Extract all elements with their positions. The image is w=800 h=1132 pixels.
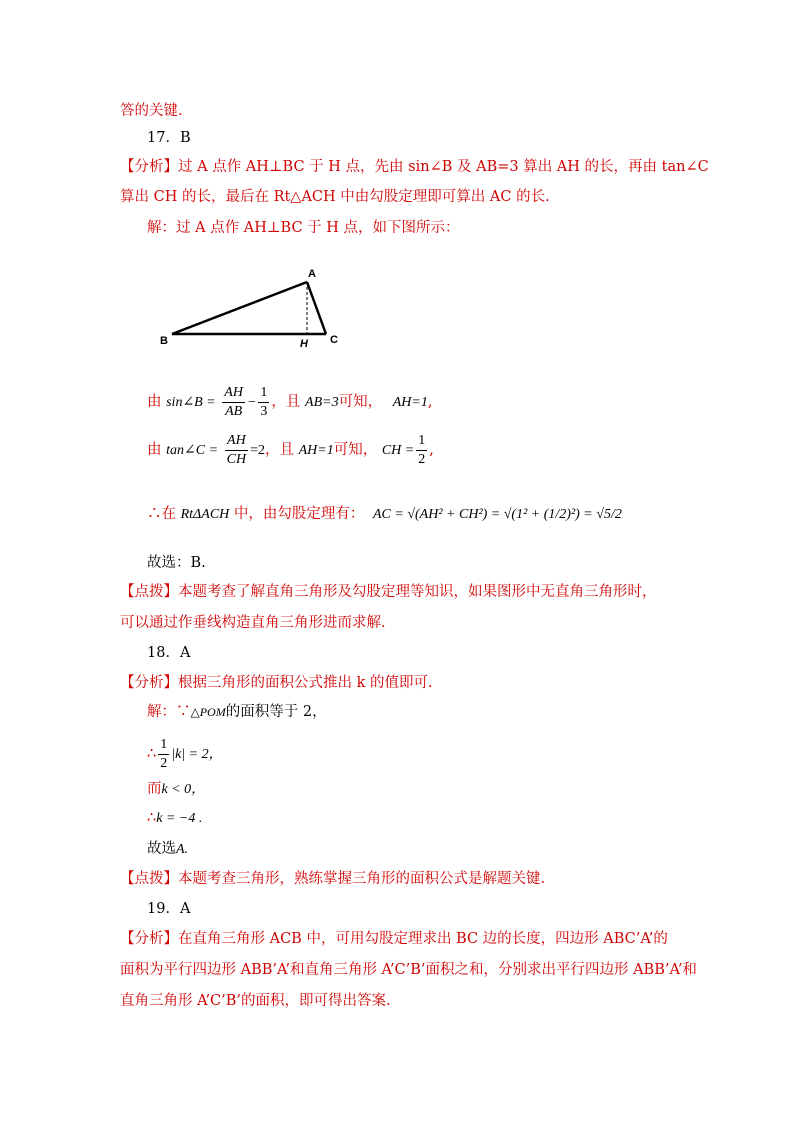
tan-equation-line: 由 tan∠C = $\frac{AH}{CH}$ =2，且 AH=1可知， CH = $\frac{1}{2}$ , — [147, 432, 434, 467]
answer-17: 故选：B. — [147, 555, 206, 571]
answer-18: 故选A. — [147, 841, 189, 857]
tip-17-line2: 可以通过作垂线构造直角三角形进而求解. — [120, 615, 386, 631]
text-you: 由 — [147, 442, 162, 458]
ah-value: AH=1 — [392, 395, 428, 410]
solution-18: 解：∵△POM的面积等于 2， — [147, 704, 327, 720]
question-number-18: 18．A — [147, 645, 191, 661]
text-you: 由 — [147, 394, 162, 410]
text-line: 答的关键. — [120, 103, 183, 119]
vertex-label-c: C — [330, 334, 338, 346]
tip-18: 【点拨】本题考查三角形，熟练掌握三角形的面积公式是解题关键. — [120, 871, 546, 887]
text-qie: ，且 — [264, 442, 294, 458]
text-pythagorean: 中，由勾股定理有： — [233, 506, 365, 522]
triangle-figure — [150, 262, 350, 350]
pythagorean-line — [147, 492, 622, 536]
k-negative-line: 而k < 0， — [147, 781, 206, 797]
vertex-label-b: B — [160, 335, 168, 347]
question-number-17: 17．B — [147, 130, 191, 146]
tip-17-line1: 【点拨】本题考查了解直角三角形及勾股定理等知识，如果图形中无直角三角形时， — [120, 584, 657, 600]
side-ac — [307, 282, 326, 334]
text-kezhi: 可知， — [338, 394, 383, 410]
abs-k-equation: ∴ $\frac{1}{2}$ |k| = 2， — [147, 736, 223, 771]
analysis-19-line2: 面积为平行四边形 ABB’A’和直角三角形 A’C’B’面积之和，分别求出平行四边形 ABB’A’和 — [120, 962, 697, 978]
analysis-19-line1: 【分析】在直角三角形 ACB 中，可用勾股定理求出 BC 边的长度，四边形 ABC’A’的 — [120, 931, 668, 947]
analysis-17-line2: 算出 CH 的长，最后在 Rt△ACH 中由勾股定理即可算出 AC 的长. — [120, 189, 550, 205]
fraction-1-2: $\frac{1}{2}$ — [160, 736, 168, 771]
foot-label-h: H — [300, 338, 308, 350]
ch-expr: CH = — [381, 443, 415, 458]
tan-value: =2 — [250, 443, 265, 458]
ac-formula: AC = √(AH² + CH²) = √(1² + (1/2)²) = √5/2 — [373, 507, 622, 522]
triangle-pom: △POM — [190, 705, 226, 719]
solution-17: 解：过 A 点作 AH⊥BC 于 H 点，如下图所示： — [147, 220, 460, 236]
k-value-line: ∴k = −4 . — [147, 810, 203, 826]
rt-triangle-acH: RtΔACH — [180, 507, 230, 522]
text-kezhi: 可知， — [333, 442, 378, 458]
tan-c-expr: tan∠C = — [166, 443, 219, 458]
analysis-18: 【分析】根据三角形的面积公式推出 k 的值即可. — [120, 675, 433, 691]
analysis-19-line3: 直角三角形 A’C’B’的面积，即可得出答案. — [120, 993, 391, 1009]
sin-b-expr: sin∠B = — [166, 395, 216, 410]
fraction-1-3: $\frac{1}{3}$ — [260, 384, 268, 419]
text-qie: ，且 — [271, 394, 301, 410]
ah-value: AH=1 — [298, 443, 334, 458]
side-ab — [172, 282, 307, 334]
sin-equation-line: 由 sin∠B = $\frac{AH}{AB}$ − $\frac{1}{3}$ ，且 AB=3可知， AH=1, — [147, 384, 433, 419]
vertex-label-a: A — [308, 268, 316, 280]
fraction-ah-ch: $\frac{AH}{CH}$ — [226, 432, 247, 467]
text-therefore: ∴在 — [147, 506, 176, 522]
fraction-ah-ab: $\frac{AH}{AB}$ — [224, 384, 243, 419]
question-number-19: 19．A — [147, 901, 191, 917]
fraction-1-2: $\frac{1}{2}$ — [418, 432, 426, 467]
analysis-17-line1: 【分析】过 A 点作 AH⊥BC 于 H 点，先由 sin∠B 及 AB=3 算出 AH 的长，再由 tan∠C — [120, 159, 709, 175]
ab-value: AB=3 — [305, 395, 339, 410]
